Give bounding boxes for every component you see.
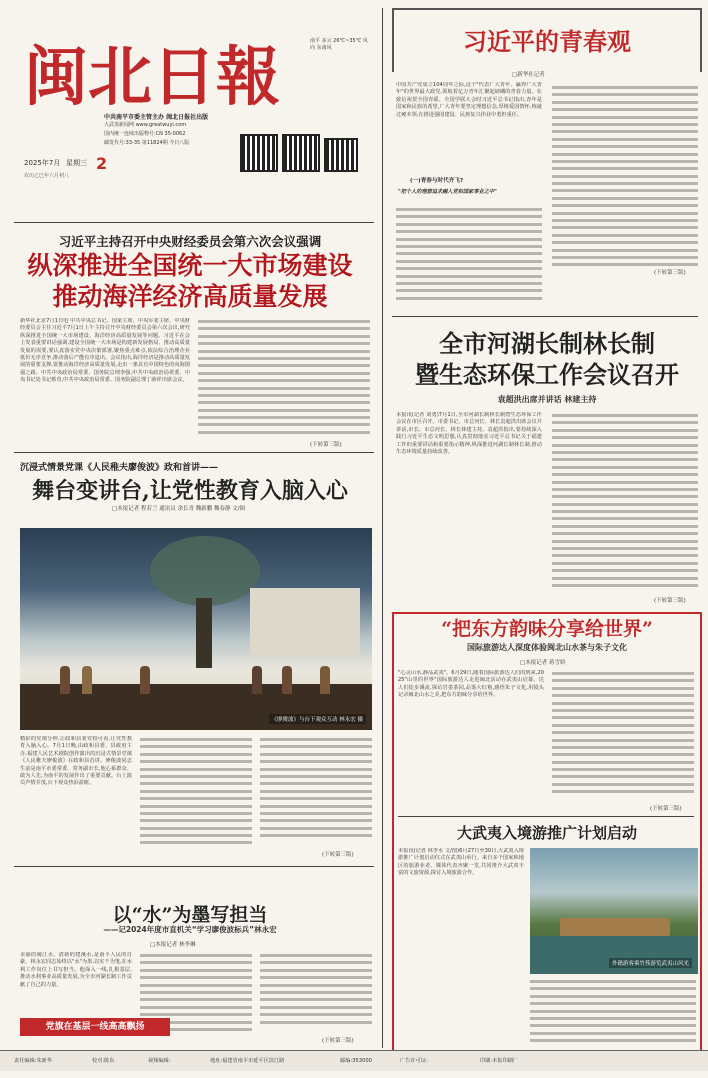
mid-column <box>140 738 252 852</box>
divider <box>14 866 374 867</box>
bamboo-raft-shape <box>560 918 670 936</box>
photo-caption: 外籍游客乘竹筏游览武夷山风光 <box>609 958 692 968</box>
divider <box>392 316 698 317</box>
actor-figure <box>320 666 330 694</box>
water-subtitle: ——记2024年度市直机关“学习廖俊波标兵”林永宏 <box>103 925 277 934</box>
footer-item: 印刷:本报印刷厂 <box>480 1058 519 1064</box>
lunar-date: 农历乙巳年六月初八 <box>24 173 70 179</box>
mid-byline: □本报记者 程若兰 通讯员 余长青 魏新鹏 魏春静 文/图 <box>112 506 246 512</box>
lead-kicker: 习近平主持召开中央财经委员会第六次会议强调 <box>58 234 322 249</box>
right-mid-headline-line: 暨生态环保工作会议召开 <box>415 360 679 389</box>
logo-char: 報 <box>216 40 280 115</box>
lead-body: 新华社北京7月1日电 中共中央总书记、国家主席、中央军委主席、中央财经委员会主任习近平7月1日上午主持召开中央财经委员会第六次会议,研究纵深推进全国统一大市场建设、海洋经济高质量发展等问题。习近平在会上发表重要讲话强调,建设全国统一大市场是构建新发展格局、推动高质量发展的需要,要认真落实党中央决策部署,聚焦重点难点,依法综合治理企业低价无序竞争,推动落后产能有序退出。会议指出,海洋经济是推动高质量发展的重要支撑,要推动海洋经济高质量发展,走出一条具有中国特色的向海图强之路。中共中央政治局常委、国务院总理李强,中共中央政治局常委、中央书记处书记蔡奇,中共中央政治局常委、国务院副总理丁薛祥出席会议。 <box>20 318 190 384</box>
issue-number: 2 <box>96 154 108 173</box>
footer-item: 视频编辑: <box>148 1058 171 1064</box>
right-top-column <box>552 86 698 272</box>
right-mid-subtitle: 袁超洪出席并讲话 林建主持 <box>497 395 597 404</box>
continued-note: (下转第三版) <box>322 852 354 858</box>
wuyi-column <box>530 980 696 1046</box>
weather-info: 南平 多云 26℃~35℃ 风向 东南风 <box>310 38 368 51</box>
lead-headline-line: 推动海洋经济高质量发展 <box>52 282 328 311</box>
masthead <box>10 8 380 178</box>
issue-date: 2025年7月 <box>24 159 61 167</box>
right-top-title: 习近平的青春观 <box>463 27 631 56</box>
continued-note: (下转第三版) <box>654 598 686 604</box>
feature-column <box>552 672 694 802</box>
stage-photo <box>20 528 372 730</box>
right-mid-column <box>552 414 698 594</box>
page-footer <box>0 1050 708 1071</box>
right-top-subhead: (一)青春与时代齐飞? <box>410 178 464 184</box>
mid-headline: 舞台变讲台,让党性教育入脑入心 <box>32 478 348 504</box>
qr-code-icon <box>282 134 320 172</box>
actor-figure <box>282 666 292 694</box>
river-water <box>530 936 698 974</box>
right-mid-body: 本报讯(记者 刘勇)7月1日,全市河湖长制林长制暨生态环保工作会议在市区召开。市委书记、市总河长、林长袁超洪出席会议并讲话,市长、市总河长、林长林建主持。袁超洪指出,要持续深入践行习近平生态文明思想,认真贯彻落实习近平总书记关于福建工作的重要讲话和重要指示精神,纵深推进河湖长制林长制,推动生态环境质量持续改善。 <box>396 412 542 456</box>
water-headline: 以“水”为墨写担当 <box>112 904 268 926</box>
mid-body: 精彩的党课分钟,让政和县委党校可看,让党性教育入脑入心。7月1日晚,由政和县委、县政府主办,福建人民艺术剧院创作演出的沉浸式情景党课《人民稚夫廖俊波》在政和县首讲。廖俊波同志生前是南平市委常委、常务副市长,他心系群众、敢为人先,为南平的发展作出了重要贡献。台上演员声情并茂,台下观众热泪盈眶。 <box>20 736 132 787</box>
right-top-quote: "把个人的理想追求融入党和国家事业之中" <box>398 189 497 195</box>
section-banner: 党旗在基层一线高高飘扬 <box>20 1018 170 1036</box>
continued-note: (下转第三版) <box>322 1038 354 1044</box>
actor-figure <box>140 666 150 694</box>
actor-figure <box>60 666 70 694</box>
feature-byline: □本报记者 蒋雪娇 <box>520 660 566 666</box>
divider <box>398 816 694 817</box>
lead-headline <box>20 250 360 312</box>
footer-item: 邮编:353000 <box>340 1058 372 1064</box>
house-shape <box>250 588 360 658</box>
wuyi-body: 本报讯(记者 林李水 文/图)6月27日至30日,大武夷入境游推广计划启动仪式在武夷山举行。来自多个国家和地区的旅游业者、媒体代表齐聚一堂,共同推介大武夷丰富的文旅资源,探讨入境旅游合作。 <box>398 848 524 877</box>
actor-figure <box>82 666 92 694</box>
feature-headline: “把东方韵味分享给世界” <box>441 618 653 640</box>
tree-shape <box>150 536 260 606</box>
publisher-line: 国内统一连续出版物号:CN 35-0062 <box>104 131 186 137</box>
rafting-photo <box>530 848 698 974</box>
logo-char: 北 <box>88 40 152 115</box>
right-top-body: 中国共产党成立104周年之际,这个"代表广大青年、赢得广大青年"的世界最大政党,领航着亿万青年汇聚起磅礴的青春力量。在致信祝贺全国青联、全国学联大会时习近平总书记指出,青年是国家和民族的希望,广大青年要坚定理想信念,厚植爱国情怀,练就过硬本领,在推进强国建设、民族复兴伟业中勇担重任。 <box>396 82 542 118</box>
actor-figure <box>252 666 262 694</box>
newspaper-logo <box>24 32 282 124</box>
publisher-line: 邮发代号:33-35 第11824期 今日八版 <box>104 140 190 146</box>
mid-kicker: 沉浸式情景党课《人民稚夫廖俊波》政和首讲—— <box>20 463 219 473</box>
footer-item: 责任编辑:朱新华 <box>14 1058 53 1064</box>
publisher-line: 中共南平市委主管主办 闽北日报社出版 <box>104 114 209 121</box>
tree-trunk-shape <box>196 598 212 668</box>
footer-item: 地址:福建省南平市延平区滨江路 <box>210 1058 285 1064</box>
photo-caption: 《廖俊波》与台下观众互动 林永宏 摄 <box>269 714 367 724</box>
wuyi-headline: 大武夷入境游推广计划启动 <box>456 824 637 842</box>
water-byline: □本报记者 林李琳 <box>150 942 196 948</box>
divider <box>14 222 374 223</box>
water-column <box>260 954 372 1030</box>
right-top-byline: □新华社记者 <box>512 72 545 78</box>
continued-note: (下转第三版) <box>310 442 342 448</box>
feature-body: "心灵山水,静品武夷"。6月29日,随着国际旅游达人们的到来,2025"山里的世界"国际旅游达人走进闽北活动在武夷山启幕。达人们徒步溪流,探访岩茶茶园,品鉴大红袍,感悟朱子文化,用镜头记录闽北山水之美,把东方韵味分享给世界。 <box>398 670 544 699</box>
logo-char: 闽 <box>24 40 88 115</box>
lead-headline-line: 纵深推进全国统一大市场建设 <box>27 251 353 280</box>
water-body: 美丽的闽江水、清新的建溪水,是南平人民的自豪。林永宏同志始终以"水"为墨,以实干为笔,在水利工作岗位上书写担当。他深入一线,扎根基层,推动水利事业高质量发展,为全市河湖长制工作贡献了自己的力量。 <box>20 952 132 988</box>
right-mid-headline-line: 全市河湖长制林长制 <box>439 329 655 358</box>
mid-column <box>260 738 372 846</box>
lead-body-column <box>198 320 370 438</box>
publisher-line: 大武夷新闻网 www.greatwuyi.com <box>104 122 187 128</box>
logo-char: 日 <box>152 40 216 115</box>
footer-item: 广告许可证: <box>400 1058 428 1064</box>
divider <box>14 452 374 453</box>
feature-subtitle: 国际旅游达人深度体验闽北山水茶与朱子文化 <box>467 643 627 652</box>
column-divider <box>382 8 383 1048</box>
right-top-column <box>396 208 542 304</box>
continued-note: (下转第三版) <box>654 270 686 276</box>
qr-code-icon <box>240 134 278 172</box>
qr-code-icon <box>324 138 358 172</box>
continued-note: (下转第三版) <box>650 806 682 812</box>
right-mid-headline <box>392 328 702 390</box>
footer-item: 校对:陈东 <box>92 1058 115 1064</box>
issue-weekday: 星期三 <box>66 159 87 167</box>
